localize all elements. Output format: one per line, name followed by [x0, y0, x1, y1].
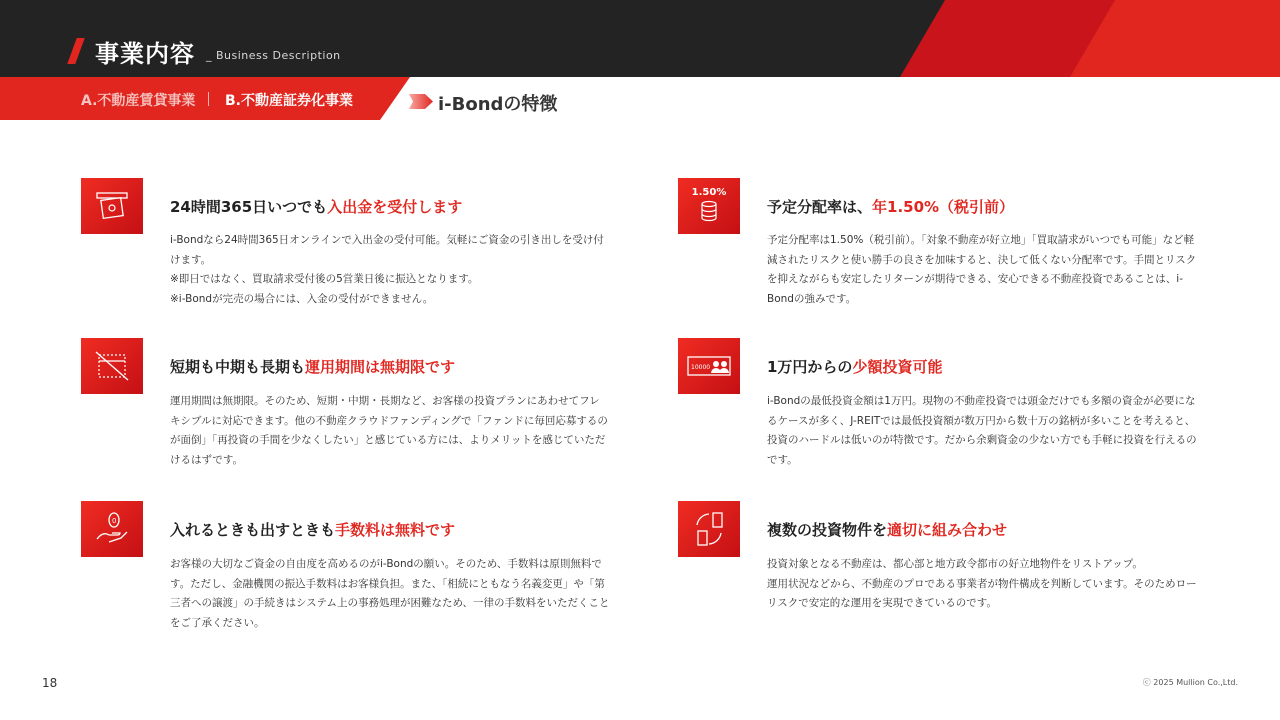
- header-bar: [0, 0, 1280, 77]
- card-heading: 1万円からの少額投資可能: [767, 358, 943, 376]
- atm-cash-icon: [81, 178, 143, 234]
- card-heading: 入れるときも出すときも手数料は無料です: [170, 521, 456, 539]
- card-body: 投資対象となる不動産は、都心部と地方政令都市の好立地物件をリストアップ。 運用状況などから、不動産のプロである事業者が物件構成を判断しています。そのためローリスクで安定的な運用を実現できているのです。: [767, 558, 1197, 609]
- card-heading: 24時間365日いつでも入出金を受付します: [170, 198, 463, 216]
- svg-text:0: 0: [112, 517, 117, 525]
- card-body: 予定分配率は1.50%（税引前）。「対象不動産が好立地」「買取請求がいつでも可能」など軽減されたリスクと使い勝手の良さを加味すると、決して低くない分配率です。手間とリスクを抑えながらも安定したリターンが期待できる、安心できる不動産投資であることは、i-Bondの強みです。: [767, 234, 1197, 305]
- arrow-icon: [409, 94, 433, 109]
- page-subtitle: _ Business Description: [206, 49, 341, 62]
- card-body: i-Bondなら24時間365日オンラインで入出金の受付可能。気軽にご資金の引き出しを受け付けます。 ※即日ではなく、買取請求受付後の5営業日後に振込となります。 ※i-Bondが完売の場合には、入金の受付ができません。: [170, 234, 604, 305]
- card-body: 運用期間は無期限。そのため、短期・中期・長期など、お客様の投資プランにあわせてフレキシブルに対応できます。他の不動産クラウドファンディングで「ファンドに毎回応募するのが面倒」「再投資の手間を少なくしたい」と感じている方には、よりメリットを感じていただけるはずです。: [170, 395, 608, 466]
- page-title: 事業内容: [95, 40, 195, 68]
- hand-coin-icon: [81, 501, 143, 557]
- card-heading: 短期も中期も長期も運用期間は無期限です: [170, 358, 456, 376]
- card-heading: 複数の投資物件を適切に組み合わせ: [767, 521, 1008, 539]
- card-body: i-Bondの最低投資金額は1万円。現物の不動産投資では頭金だけでも多額の資金が必要になるケースが多く、J-REITでは最低投資額が数万円から数十万の銘柄が多いことを考えると、投資のハードルは低いのが特徴です。だから余剰資金の少ない方でも手軽に投資を行えるのです。: [767, 395, 1197, 466]
- copyright-notice: ⓒ 2025 Mullion Co.,Ltd.: [1142, 678, 1238, 687]
- card-body: お客様の大切なご資金の自由度を高めるのがi-Bondの願い。そのため、手数料は原則無料です。ただし、金融機関の振込手数料はお客様負担。また、「相続にともなう名義変更」や「第三者への譲渡」の手続きはシステム上の事務処理が困難なため、一律の手数料をいただくことをご了承ください。: [170, 558, 610, 629]
- svg-text:10000: 10000: [691, 364, 711, 371]
- section-title: i-Bondの特徴: [438, 94, 558, 115]
- card-heading: 予定分配率は、年1.50%（税引前）: [767, 198, 1015, 216]
- tab-real-estate-rental[interactable]: A.不動産賃貸事業: [81, 93, 196, 109]
- page-number: 18: [42, 676, 58, 690]
- tab-divider: [208, 92, 209, 106]
- buildings-cycle-icon: [678, 501, 740, 557]
- tab-real-estate-securitization[interactable]: B.不動産証券化事業: [225, 93, 353, 109]
- calendar-unlimited-icon: [81, 338, 143, 394]
- banknote-icon: [678, 338, 740, 394]
- coins-percent-icon: 1.50%: [678, 178, 740, 234]
